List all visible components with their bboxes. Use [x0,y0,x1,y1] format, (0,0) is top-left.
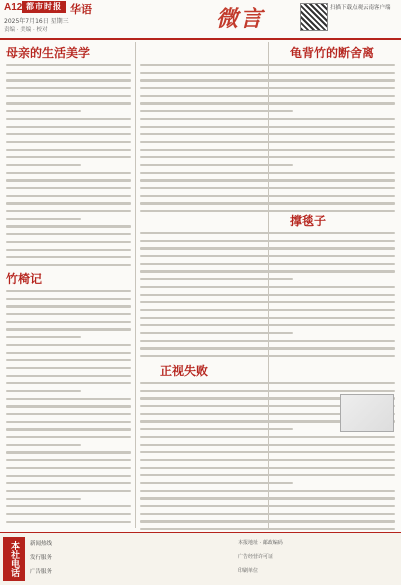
text-line [6,187,131,189]
text-line [140,467,395,469]
footer-license: 广告经营许可证 [238,554,274,560]
text-line [6,195,131,197]
text-line [6,95,131,97]
text-line [6,459,131,461]
text-line [140,513,395,515]
footer-tag: 本社电话 [3,537,25,581]
text-line [6,141,131,143]
text-line [6,490,131,492]
footer-line: 发行服务 [30,555,53,561]
text-line [6,233,131,235]
text-line [6,421,131,423]
text-line [6,290,131,292]
text-line [6,149,131,151]
text-line [6,413,131,415]
text-line [140,202,395,204]
footer-address: 本报地址 · 邮政编码 [238,540,283,546]
text-line [140,317,395,319]
text-line [6,249,131,251]
text-line [6,475,131,477]
text-line [140,79,395,81]
text-line [6,436,131,438]
text-line [140,390,395,392]
text-line [6,164,81,166]
app-download-note: 扫描下载点观云南客户端 [330,5,391,11]
text-line [140,156,395,158]
article-title: 竹椅记 [6,272,43,286]
text-line [140,95,395,97]
text-line [140,324,395,326]
footer-line: 广告服务 [30,569,53,575]
text-line [140,451,395,453]
text-line [140,347,395,349]
text-line [140,255,395,257]
text-line [140,110,293,112]
text-line [6,451,131,453]
article-monstera [140,44,395,218]
text-line [6,328,131,330]
section-banner: 微言 [216,6,265,32]
article-face-failure [140,362,395,536]
article-title: 撑毯子 [290,214,327,228]
text-line [140,294,395,296]
text-line [140,436,395,438]
text-line [6,375,131,377]
text-line [140,240,395,242]
section-name: 华语 [70,3,92,16]
text-line [140,520,395,522]
article-title: 正视失败 [160,364,209,378]
text-line [140,187,395,189]
text-line [6,102,131,104]
text-line [6,87,131,89]
text-line [140,87,395,89]
text-line [6,505,131,507]
page-number: A12 [4,2,23,13]
text-line [6,118,131,120]
text-line [6,390,81,392]
text-line [6,359,131,361]
text-line [140,141,395,143]
text-line [6,210,131,212]
text-line [140,64,395,66]
text-line [140,340,395,342]
text-line [140,118,395,120]
text-line [140,474,395,476]
text-line [6,321,131,323]
text-line [140,247,395,249]
text-line [140,301,395,303]
text-line [6,367,131,369]
text-line [140,444,395,446]
text-line [140,270,395,272]
text-line [6,382,131,384]
text-line [6,64,131,66]
text-line [140,309,395,311]
text-line [140,133,395,135]
text-line [6,305,131,307]
text-line [6,313,131,315]
article-blanket [140,212,395,363]
text-line [140,286,395,288]
text-line [6,110,81,112]
text-line [140,497,395,499]
footer-line: 新闻热线 [30,541,53,547]
text-line [140,72,395,74]
editors-line: 责编 · 美编 · 校对 [4,27,48,33]
text-line [140,195,395,197]
text-line [140,505,395,507]
text-line [6,79,131,81]
text-line [6,405,131,407]
text-line [6,256,131,258]
article-title: 龟背竹的断舍离 [290,46,375,60]
text-line [6,344,131,346]
text-line [6,398,131,400]
text-line [140,332,293,334]
text-line [6,513,131,515]
text-line [6,298,131,300]
text-line [6,336,81,338]
text-line [140,278,293,280]
page-header [0,0,401,40]
text-line [6,428,131,430]
text-line [140,179,395,181]
text-line [6,482,131,484]
column-rule [135,42,136,528]
page-footer [0,532,401,585]
text-line [140,232,395,234]
text-line [140,263,395,265]
text-line [6,156,131,158]
text-line [140,172,395,174]
illustration-image [340,394,394,432]
text-line [140,102,395,104]
text-line [6,133,131,135]
text-line [6,467,131,469]
text-line [6,498,81,500]
article-mother [6,44,131,272]
text-line [140,382,395,384]
text-line [140,126,395,128]
text-line [6,352,131,354]
text-line [6,225,131,227]
text-line [6,72,131,74]
text-line [140,528,395,530]
text-line [140,355,395,357]
text-line [6,218,81,220]
text-line [140,149,395,151]
article-bamboo-chair [6,270,131,528]
text-line [140,490,395,492]
text-line [140,459,395,461]
date-line: 2025年7月16日 星期三 [4,18,69,25]
article-title: 母亲的生活美学 [6,46,91,60]
footer-printer: 印刷单位 [238,568,259,574]
qr-code-icon [300,3,328,31]
text-line [6,179,131,181]
text-line [6,264,131,266]
text-line [6,444,81,446]
text-line [6,202,131,204]
text-line [6,126,131,128]
text-line [140,164,293,166]
paper-name: 都市时报 [22,1,66,13]
text-line [140,482,293,484]
text-line [140,428,293,430]
text-line [6,172,131,174]
text-line [6,521,131,523]
text-line [6,241,131,243]
